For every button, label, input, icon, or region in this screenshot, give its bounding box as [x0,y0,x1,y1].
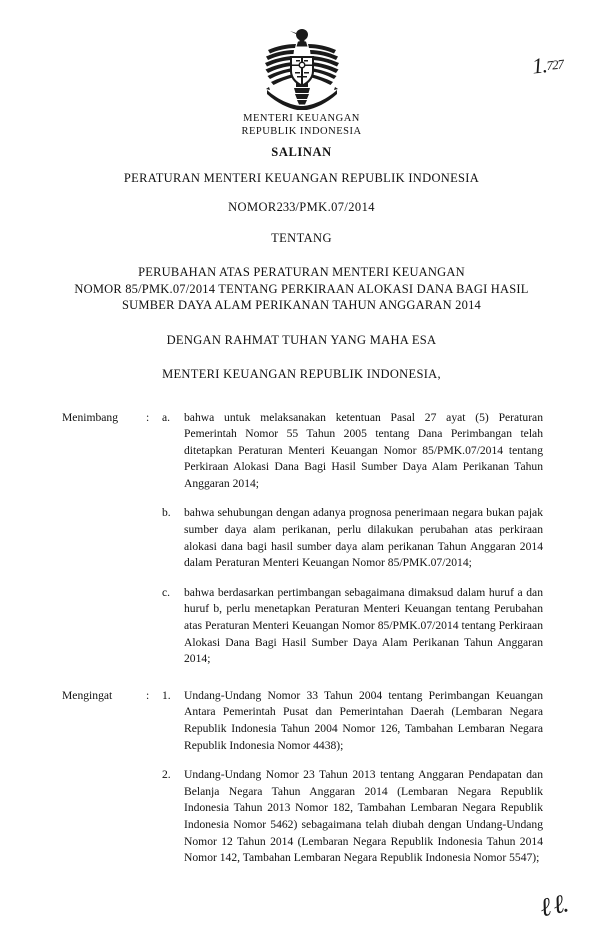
item-marker: b. [162,506,171,520]
item-text: bahwa berdasarkan pertimbangan sebagaimana dimaksud dalam huruf a dan huruf b, perlu menetapkan Peraturan Menteri Keuangan tentang Perubahan atas Peraturan Menteri Keuangan Nomor 85/PMK.07/2014 tentang Perkiraan Alokasi Dana Bagi Hasil Sumber Daya Alam Perikanan Tahun Anggaran 2014; [184,585,543,666]
subject-line-3: SUMBER DAYA ALAM PERIKANAN TAHUN ANGGARAN 2014 [122,298,481,312]
clause-colon: : [146,410,150,424]
clause-colon: : [146,688,150,702]
subject-line-2: NOMOR 85/PMK.07/2014 TENTANG PERKIRAAN ALOKASI DANA BAGI HASIL [74,281,529,296]
handwritten-annotation-top [531,50,565,79]
list-item [162,410,543,493]
regulation-title: PERATURAN MENTERI KEUANGAN REPUBLIK INDONESIA [123,171,480,185]
emblem-container [60,26,543,112]
clause-label: Menimbang [62,410,119,424]
blessing-line: DENGAN RAHMAT TUHAN YANG MAHA ESA [166,332,437,347]
subject-block [60,264,543,314]
item-marker: c. [162,585,171,599]
list-item [162,505,543,571]
about-label: TENTANG [271,231,332,245]
number-suffix: /PMK.07/2014 [295,200,375,214]
garuda-pancasila-emblem [244,26,360,110]
item-text: Undang-Undang Nomor 33 Tahun 2004 tentang Perimbangan Keuangan Antara Pemerintah Pusat dan Pemerintahan Daerah (Lembaran Negara Republik Indonesia Tahun 2004 Nomor 126, Tambahan Lembaran Negara Republik Indonesia Nomor 4438); [184,688,543,752]
subject-line-1: PERUBAHAN ATAS PERATURAN MENTERI KEUANGAN [138,265,465,279]
number-value: 233 [276,200,296,214]
clause-mengingat [60,688,543,867]
ministry-line-1: MENTERI KEUANGAN [243,113,360,124]
list-item [162,767,543,867]
item-marker: 1. [162,688,171,702]
regulation-number [60,200,543,215]
list-item [162,688,543,754]
clause-label: Mengingat [62,688,113,702]
item-text: Undang-Undang Nomor 23 Tahun 2013 tentang Anggaran Pendapatan dan Belanja Negara Tahun Anggaran 2014 (Lembaran Negara Republik Indonesia Tahun 2013 Nomor 182, Tambahan Lembaran Negara Republik Indonesia Nomor 5462) sebagaimana telah diubah dengan Undang-Undang Nomor 12 Tahun 2014 (Lembaran Negara Republik Indonesia Tahun 2014 Nomor 142, Tambahan Lembaran Negara Republik Indonesia Nomor 5547); [184,768,543,865]
item-text: bahwa sehubungan dengan adanya prognosa penerimaan negara bukan pajak sumber daya alam perikanan, perlu dilakukan perubahan atas perkiraan alokasi dana bagi hasil sumber daya alam perikanan Tahun Anggaran 2014 dalam Peraturan Menteri Keuangan Nomor 85/PMK.07/2014; [184,506,543,570]
authority-line: MENTERI KEUANGAN REPUBLIK INDONESIA, [162,366,441,381]
clause-menimbang [60,410,543,668]
item-text: bahwa untuk melaksanakan ketentuan Pasal 27 ayat (5) Peraturan Pemerintah Nomor 55 Tahun 2005 tentang Dana Perimbangan telah ditetapkan Peraturan Menteri Keuangan Nomor 85/PMK.07/2014 tentang Perkiraan Alokasi Dana Bagi Hasil Sumber Daya Alam Perikanan Tahun Anggaran 2014; [184,410,543,490]
ministry-line-2: REPUBLIK INDONESIA [241,126,362,137]
list-item [162,585,543,668]
clauses-container [60,410,543,867]
copy-label: SALINAN [271,145,332,159]
item-marker: 2. [162,768,171,782]
clause-items [162,410,543,668]
item-marker: a. [162,410,171,424]
annotation-top-number: 727 [545,56,564,74]
clause-items [162,688,543,867]
annotation-top-text: 1. [530,52,548,79]
handwritten-annotation-bottom: ℓ ℓ. [537,888,570,923]
number-prefix: NOMOR [228,200,277,214]
